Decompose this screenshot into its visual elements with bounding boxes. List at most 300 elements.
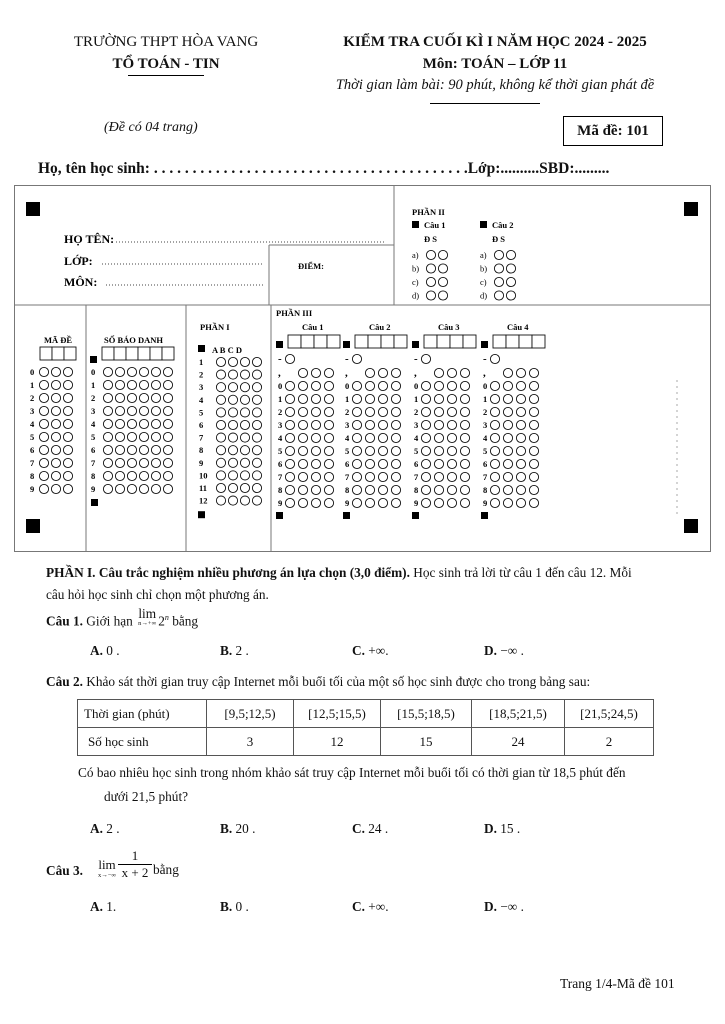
bubble [311, 485, 320, 494]
pages-note: (Đề có 04 trang) [104, 120, 198, 135]
bubble [447, 459, 456, 468]
digit-label: 8 [278, 485, 283, 495]
subject-label: MÔN: [64, 275, 98, 289]
bubble [285, 472, 294, 481]
bubble [216, 420, 225, 429]
bubble [311, 446, 320, 455]
bubble [490, 407, 499, 416]
part1-number: 1 [199, 357, 204, 367]
digit-label: 5 [91, 432, 96, 442]
bubble [324, 485, 333, 494]
q2-table [77, 699, 654, 756]
bubble [460, 407, 469, 416]
q1-lim: lim [138, 606, 157, 621]
bubble [311, 407, 320, 416]
bubble [163, 367, 172, 376]
bubble [494, 264, 503, 273]
bubble [447, 485, 456, 494]
bubble [490, 354, 499, 363]
bubble [311, 420, 320, 429]
bubble [378, 381, 387, 390]
digit-label: 1 [345, 394, 350, 404]
bubble [39, 458, 48, 467]
bubble [163, 471, 172, 480]
part1-heading: PHẦN I. Câu trắc nghiệm nhiều phương án lựa chọn (3,0 điểm). [46, 565, 410, 580]
timing-mark [481, 512, 488, 519]
bubble [365, 394, 374, 403]
digit-box [493, 335, 506, 348]
bubble [228, 483, 237, 492]
bubble [127, 432, 136, 441]
digit-box [114, 347, 126, 360]
bubble [51, 406, 60, 415]
bubble [103, 367, 112, 376]
digit-label: 4 [30, 419, 35, 429]
bubble [127, 393, 136, 402]
bubble [51, 367, 60, 376]
bubble [490, 498, 499, 507]
bubble [460, 368, 469, 377]
bubble [51, 471, 60, 480]
bubble [516, 446, 525, 455]
question-1-text: Giới hạn [82, 613, 137, 629]
q3-tail: bằng [153, 862, 179, 877]
bubble [115, 484, 124, 493]
option-key: B. [220, 821, 233, 836]
bubble [378, 394, 387, 403]
q1-option-c[interactable] [352, 643, 389, 659]
bubble [285, 394, 294, 403]
q3-numerator: 1 [118, 848, 152, 865]
part1-number: 3 [199, 382, 204, 393]
ds-row-label: d) [412, 290, 420, 301]
part1-number: 11 [199, 483, 208, 493]
class-label: LỚP: [64, 254, 93, 268]
bubble [378, 472, 387, 481]
bubble [51, 393, 60, 402]
bubble [151, 380, 160, 389]
bubble [529, 459, 538, 468]
comma-sign: , [345, 367, 348, 379]
bubble [63, 380, 72, 389]
bubble [391, 485, 400, 494]
timing-mark [90, 356, 97, 363]
bubble [447, 381, 456, 390]
bubble [391, 446, 400, 455]
bubble [503, 459, 512, 468]
bubble [490, 459, 499, 468]
bubble [447, 446, 456, 455]
bubble [447, 433, 456, 442]
bubble [252, 433, 261, 442]
bubble [103, 380, 112, 389]
timing-mark [343, 341, 350, 348]
option-value: +∞. [364, 643, 389, 658]
question-1 [46, 607, 198, 631]
bubble [228, 433, 237, 442]
digit-label: 5 [30, 432, 35, 442]
question-1-label: Câu 1. [46, 613, 83, 629]
bubble [240, 420, 249, 429]
answer-sheet [14, 185, 711, 552]
digit-label: 0 [278, 381, 283, 391]
bubble [447, 420, 456, 429]
ds-row-label: a) [480, 250, 487, 260]
bubble [51, 380, 60, 389]
bubble [494, 277, 503, 286]
bubble [103, 393, 112, 402]
q3-option-b[interactable] [220, 899, 249, 915]
bubble [421, 498, 430, 507]
bubble [506, 250, 515, 259]
bubble [378, 420, 387, 429]
sbd-label: SỐ BÁO DANH [104, 335, 164, 345]
bubble [460, 420, 469, 429]
bubble [252, 483, 261, 492]
bubble [460, 394, 469, 403]
bubble [252, 408, 261, 417]
bubble [285, 498, 294, 507]
digit-box [52, 347, 64, 360]
bubble [285, 420, 294, 429]
q2-option-c[interactable] [352, 821, 388, 837]
name-label: HỌ TÊN: [64, 232, 115, 246]
q2-question-b: dưới 21,5 phút? [104, 789, 189, 804]
digit-label: 6 [483, 459, 488, 469]
department-underline [128, 75, 204, 76]
bubble [39, 471, 48, 480]
bubble [127, 367, 136, 376]
made-label: MÃ ĐỀ [44, 335, 73, 345]
bubble [103, 419, 112, 428]
bubble [365, 498, 374, 507]
part2-question-label: Câu 1 [424, 220, 446, 230]
digit-label: 2 [483, 407, 488, 417]
digit-label: 1 [278, 394, 283, 404]
digit-label: 8 [30, 471, 35, 481]
digit-label: 9 [91, 484, 96, 494]
bubble [447, 368, 456, 377]
bubble [324, 407, 333, 416]
bubble [426, 277, 435, 286]
bubble [216, 471, 225, 480]
bubble [252, 383, 261, 392]
ds-row-label: d) [480, 290, 488, 301]
bubble [421, 394, 430, 403]
digit-box [394, 335, 407, 348]
table-cell: [21,5;24,5) [565, 700, 654, 728]
bubble [252, 395, 261, 404]
bubble [151, 406, 160, 415]
minus-sign: - [483, 353, 487, 365]
bubble [39, 432, 48, 441]
bubble [163, 432, 172, 441]
timing-mark [343, 512, 350, 519]
bubble [503, 381, 512, 390]
q3-option-d[interactable] [484, 899, 524, 915]
bubble [516, 394, 525, 403]
bubble [127, 380, 136, 389]
bubble [421, 446, 430, 455]
bubble [39, 419, 48, 428]
bubble [352, 420, 361, 429]
bubble [352, 459, 361, 468]
bubble [529, 407, 538, 416]
bubble [298, 498, 307, 507]
bubble [352, 433, 361, 442]
q1-exp: n [164, 613, 169, 622]
q1-lim-sub: n→+∞ [138, 620, 157, 627]
bubble [494, 291, 503, 300]
bubble [529, 472, 538, 481]
bubble [51, 432, 60, 441]
digit-box [355, 335, 368, 348]
bubble [115, 471, 124, 480]
part2-label: PHẦN II [412, 207, 445, 217]
bubble [516, 368, 525, 377]
option-value: 20 . [232, 821, 256, 836]
bubble [240, 483, 249, 492]
bubble [460, 472, 469, 481]
bubble [298, 420, 307, 429]
q3-option-c[interactable] [352, 899, 389, 915]
timing-mark [412, 512, 419, 519]
timing-mark [276, 341, 283, 348]
bubble [139, 471, 148, 480]
bubble [434, 381, 443, 390]
timing-mark [481, 341, 488, 348]
q3-lim: lim [98, 857, 116, 872]
bubble [421, 407, 430, 416]
bubble [39, 367, 48, 376]
digit-label: 3 [91, 406, 96, 416]
digit-label: 6 [345, 459, 350, 469]
digit-label: 0 [483, 381, 488, 391]
bubble [39, 484, 48, 493]
timing-mark [412, 341, 419, 348]
bubble [139, 367, 148, 376]
part3-label: PHẦN III [276, 308, 313, 318]
q2-question-a: Có bao nhiêu học sinh trong nhóm khảo sát truy cập Internet mỗi buổi tối có thời gian từ 18,5 phút đến [78, 765, 626, 780]
bubble [240, 357, 249, 366]
ds-row-label: c) [480, 277, 487, 287]
bubble [39, 393, 48, 402]
bubble [63, 406, 72, 415]
option-key: A. [90, 899, 103, 914]
bubble [426, 291, 435, 300]
q2-option-b[interactable] [220, 821, 255, 837]
q1-option-d[interactable] [484, 643, 524, 659]
bubble [115, 458, 124, 467]
digit-label: 5 [278, 446, 283, 456]
table-cell: 12 [294, 728, 381, 756]
digit-label: 7 [30, 458, 35, 468]
comma-sign: , [483, 367, 486, 379]
bubble [163, 445, 172, 454]
q1-option-b[interactable] [220, 643, 249, 659]
bubble [228, 420, 237, 429]
ds-label: Đ S [424, 234, 437, 244]
bubble [434, 498, 443, 507]
bubble [51, 419, 60, 428]
bubble [516, 420, 525, 429]
bubble [151, 484, 160, 493]
bubble [529, 394, 538, 403]
option-key: D. [484, 899, 497, 914]
bubble [378, 446, 387, 455]
bubble [115, 419, 124, 428]
part3-question-label: Câu 1 [302, 322, 324, 332]
digit-label: 4 [414, 433, 419, 443]
bubble [228, 471, 237, 480]
digit-label: 7 [91, 458, 96, 468]
student-info-line: Họ, tên học sinh: . . . . . . . . . . . . . . . . . . . . . . . . . . . . . . . . . . . . . . . . .Lớp:..........SBD:......... [38, 160, 610, 177]
bubble [438, 264, 447, 273]
digit-box [506, 335, 519, 348]
bubble [352, 407, 361, 416]
bubble [324, 381, 333, 390]
bubble [503, 394, 512, 403]
bubble [252, 370, 261, 379]
timing-mark [91, 499, 98, 506]
bubble [228, 458, 237, 467]
digit-box [424, 335, 437, 348]
digit-label: 3 [345, 420, 350, 430]
timing-mark [480, 221, 487, 228]
q1-option-a[interactable] [90, 643, 120, 659]
minus-sign: - [414, 353, 418, 365]
bubble [365, 485, 374, 494]
bubble [285, 381, 294, 390]
bubble [216, 395, 225, 404]
bubble [252, 496, 261, 505]
bubble [506, 291, 515, 300]
bubble [228, 496, 237, 505]
bubble [529, 420, 538, 429]
q2-option-d[interactable] [484, 821, 520, 837]
option-value: 24 . [364, 821, 389, 836]
bubble [434, 459, 443, 468]
bubble [285, 459, 294, 468]
bubble [163, 380, 172, 389]
digit-label: 6 [278, 459, 283, 469]
bubble [365, 459, 374, 468]
bubble [228, 370, 237, 379]
bubble [516, 472, 525, 481]
bubble [391, 381, 400, 390]
digit-label: 2 [345, 407, 350, 417]
digit-box [40, 347, 52, 360]
bubble [447, 407, 456, 416]
bubble [311, 433, 320, 442]
bubble [139, 445, 148, 454]
bubble [503, 498, 512, 507]
part1-instruction-a: Học sinh trả lời từ câu 1 đến câu 12. Mỗi [409, 565, 632, 580]
bubble [216, 446, 225, 455]
corner-marker [684, 202, 698, 216]
bubble [391, 368, 400, 377]
bubble [365, 433, 374, 442]
bubble [352, 485, 361, 494]
bubble [240, 496, 249, 505]
part1-label: PHẦN I [200, 322, 230, 332]
ds-row-label: b) [412, 263, 420, 274]
digit-label: 9 [414, 498, 419, 508]
bubble [228, 383, 237, 392]
ds-row-label: b) [480, 263, 488, 274]
bubble [63, 432, 72, 441]
digit-label: 4 [483, 433, 488, 443]
bubble [139, 458, 148, 467]
bubble [240, 458, 249, 467]
bubble [352, 446, 361, 455]
option-value: 0 . [102, 643, 120, 658]
digit-box [102, 347, 114, 360]
minus-sign: - [278, 353, 282, 365]
q3-option-a[interactable] [90, 899, 116, 915]
option-key: C. [352, 643, 365, 658]
bubble [516, 485, 525, 494]
digit-label: 3 [30, 406, 35, 416]
question-3-label-text: Câu 3. [46, 863, 83, 878]
bubble [490, 472, 499, 481]
bubble [503, 368, 512, 377]
bubble [115, 380, 124, 389]
bubble [151, 367, 160, 376]
bubble [139, 406, 148, 415]
bubble [51, 445, 60, 454]
bubble [490, 394, 499, 403]
digit-label: 1 [91, 380, 96, 390]
q2-option-a[interactable] [90, 821, 120, 837]
table-cell: 24 [472, 728, 565, 756]
bubble [324, 368, 333, 377]
table-cell: 2 [565, 728, 654, 756]
bubble [352, 394, 361, 403]
question-2-text: Khảo sát thời gian truy cập Internet mỗi buổi tối của một số học sinh được cho trong bảng sau: [82, 674, 591, 689]
digit-label: 3 [483, 420, 488, 430]
digit-box [126, 347, 138, 360]
bubble [460, 498, 469, 507]
table-cell: 3 [207, 728, 294, 756]
bubble [139, 419, 148, 428]
bubble [503, 433, 512, 442]
digit-label: 7 [483, 472, 488, 482]
bubble [460, 381, 469, 390]
digit-label: 2 [278, 407, 283, 417]
comma-sign: , [414, 367, 417, 379]
digit-label: 0 [414, 381, 419, 391]
digit-label: 9 [483, 498, 488, 508]
question-2 [46, 671, 706, 692]
q3-denominator: x + 2 [121, 865, 149, 880]
corner-marker [684, 519, 698, 533]
bubble [228, 408, 237, 417]
bubble [378, 433, 387, 442]
bubble [252, 446, 261, 455]
q3-lim-sub: x→−∞ [97, 872, 117, 879]
bubble [216, 370, 225, 379]
score-label: ĐIỂM: [298, 261, 324, 271]
digit-label: 8 [91, 471, 96, 481]
q1-tail: bằng [168, 613, 199, 629]
part1-number: 5 [199, 407, 204, 418]
bubble [127, 419, 136, 428]
bubble [352, 472, 361, 481]
digit-label: 2 [91, 393, 96, 403]
bubble [51, 484, 60, 493]
bubble [228, 446, 237, 455]
